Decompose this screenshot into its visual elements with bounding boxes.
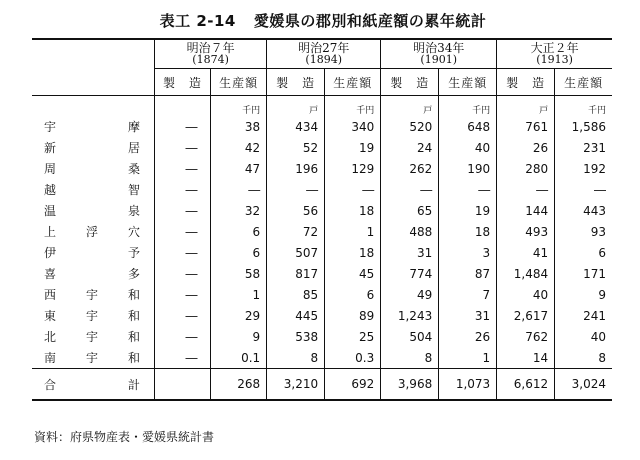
value-cell: 45 — [325, 263, 381, 284]
value-cell: ― — [155, 221, 211, 242]
total-row — [32, 369, 612, 401]
value-cell: 8 — [267, 347, 325, 369]
district-name-char: 和 — [127, 351, 140, 365]
value-cell: 1 — [439, 347, 497, 369]
value-cell: 56 — [267, 200, 325, 221]
value-cell: 93 — [555, 221, 612, 242]
value-cell: 762 — [497, 326, 555, 347]
value-cell: 26 — [439, 326, 497, 347]
district-name-char: 和 — [127, 288, 140, 302]
value-cell: 3,968 — [381, 369, 439, 401]
district-name-char: 桑 — [127, 162, 140, 176]
value-cell: 18 — [325, 200, 381, 221]
value-cell: 72 — [267, 221, 325, 242]
value-cell: ― — [155, 158, 211, 179]
district-name-text — [44, 118, 140, 135]
district-name — [32, 242, 155, 263]
district-name-text — [44, 244, 140, 261]
value-cell: 18 — [325, 242, 381, 263]
value-cell: 41 — [497, 242, 555, 263]
unit-cell: 千円 — [555, 96, 612, 117]
district-name-char: 泉 — [127, 204, 140, 218]
value-cell: 340 — [325, 116, 381, 137]
unit-row — [32, 96, 612, 117]
value-cell: 231 — [555, 137, 612, 158]
table-row — [32, 242, 612, 263]
table-row — [32, 263, 612, 284]
value-cell: ― — [381, 179, 439, 200]
era-year: (1901) — [420, 53, 457, 66]
value-cell: 8 — [555, 347, 612, 369]
value-cell: 6 — [211, 221, 267, 242]
sub-header-value: 生産額 — [555, 69, 612, 96]
sub-header-maker: 製 造 — [381, 69, 439, 96]
value-cell: ― — [155, 326, 211, 347]
value-cell: 1 — [211, 284, 267, 305]
value-cell: 3 — [439, 242, 497, 263]
unit-cell: 戸 — [267, 96, 325, 117]
value-cell: 58 — [211, 263, 267, 284]
table-row — [32, 326, 612, 347]
district-name — [32, 179, 155, 200]
value-cell: ― — [155, 137, 211, 158]
district-name — [32, 347, 155, 369]
value-cell: ― — [155, 284, 211, 305]
district-name-char: 伊 — [44, 246, 57, 260]
district-name-char: 越 — [44, 183, 57, 197]
district-name — [32, 284, 155, 305]
district-name-char: 宇 — [85, 351, 98, 365]
table-row — [32, 305, 612, 326]
district-name-text — [44, 223, 140, 240]
value-cell: 171 — [555, 263, 612, 284]
value-cell: 190 — [439, 158, 497, 179]
district-name — [32, 369, 155, 401]
value-cell — [155, 369, 211, 401]
era-header-1894 — [267, 39, 381, 69]
value-cell: 445 — [267, 305, 325, 326]
value-cell: ― — [325, 179, 381, 200]
district-name-char: 多 — [127, 267, 140, 281]
district-name-char: 周 — [44, 162, 57, 176]
era-name: 明治34年 — [413, 41, 465, 55]
value-cell: 817 — [267, 263, 325, 284]
value-cell: 6 — [211, 242, 267, 263]
value-cell: 1 — [325, 221, 381, 242]
value-cell: 648 — [439, 116, 497, 137]
era-header-1874 — [155, 39, 267, 69]
value-cell: 443 — [555, 200, 612, 221]
era-year: (1913) — [536, 53, 573, 66]
table-row — [32, 347, 612, 369]
table-body — [32, 96, 612, 401]
unit-corner — [32, 96, 155, 117]
era-header-1901 — [381, 39, 497, 69]
value-cell: 40 — [497, 284, 555, 305]
district-name-char: 居 — [127, 141, 140, 155]
unit-cell: 戸 — [381, 96, 439, 117]
district-name-text — [44, 286, 140, 303]
value-cell: 493 — [497, 221, 555, 242]
value-cell: ― — [155, 242, 211, 263]
value-cell: 38 — [211, 116, 267, 137]
value-cell: 241 — [555, 305, 612, 326]
value-cell: 14 — [497, 347, 555, 369]
value-cell: 7 — [439, 284, 497, 305]
district-name — [32, 116, 155, 137]
value-cell: 196 — [267, 158, 325, 179]
district-name-text — [44, 307, 140, 324]
value-cell: ― — [155, 263, 211, 284]
value-cell: ― — [555, 179, 612, 200]
district-name-text — [44, 265, 140, 282]
value-cell: 0.3 — [325, 347, 381, 369]
value-cell: 280 — [497, 158, 555, 179]
value-cell: 1,243 — [381, 305, 439, 326]
district-name-char: 穴 — [127, 225, 140, 239]
value-cell: 6 — [325, 284, 381, 305]
value-cell: ― — [155, 347, 211, 369]
era-year: (1874) — [192, 53, 229, 66]
value-cell: 19 — [439, 200, 497, 221]
value-cell: 504 — [381, 326, 439, 347]
value-cell: 774 — [381, 263, 439, 284]
unit-cell: 千円 — [439, 96, 497, 117]
value-cell: 6,612 — [497, 369, 555, 401]
value-cell: ― — [211, 179, 267, 200]
sub-header-maker: 製 造 — [155, 69, 211, 96]
district-name-char: 宇 — [85, 330, 98, 344]
value-cell: 192 — [555, 158, 612, 179]
value-cell: 1,484 — [497, 263, 555, 284]
district-name-char: 温 — [44, 204, 57, 218]
sub-header-value: 生産額 — [439, 69, 497, 96]
value-cell: 1,073 — [439, 369, 497, 401]
value-cell: 25 — [325, 326, 381, 347]
value-cell: 761 — [497, 116, 555, 137]
value-cell: 40 — [439, 137, 497, 158]
value-cell: 87 — [439, 263, 497, 284]
district-name-char: 合 — [44, 377, 57, 392]
corner-cell — [32, 39, 155, 96]
table-title-text: 愛媛県の郡別和紙産額の累年統計 — [253, 12, 487, 30]
value-cell: 1,586 — [555, 116, 612, 137]
value-cell: 538 — [267, 326, 325, 347]
district-name-text — [44, 160, 140, 177]
value-cell: 3,210 — [267, 369, 325, 401]
district-name-char: 浮 — [85, 225, 98, 239]
district-name — [32, 305, 155, 326]
district-name-char: 喜 — [44, 267, 57, 281]
district-name-char: 和 — [127, 309, 140, 323]
value-cell: ― — [267, 179, 325, 200]
value-cell: 24 — [381, 137, 439, 158]
era-name: 大正２年 — [530, 41, 579, 55]
district-name-text — [44, 328, 140, 345]
sub-header-value: 生産額 — [211, 69, 267, 96]
value-cell: ― — [439, 179, 497, 200]
value-cell: 47 — [211, 158, 267, 179]
district-name — [32, 263, 155, 284]
value-cell: 129 — [325, 158, 381, 179]
value-cell: 31 — [439, 305, 497, 326]
table-title — [0, 10, 640, 31]
district-name-char: 北 — [44, 330, 57, 344]
unit-cell — [155, 96, 211, 117]
sub-header-value: 生産額 — [325, 69, 381, 96]
value-cell: 268 — [211, 369, 267, 401]
value-cell: 29 — [211, 305, 267, 326]
table-number: 表工 2-14 — [159, 12, 236, 30]
district-name — [32, 158, 155, 179]
era-header-1913 — [497, 39, 612, 69]
table-row — [32, 179, 612, 200]
value-cell: 52 — [267, 137, 325, 158]
value-cell: 9 — [555, 284, 612, 305]
value-cell: 144 — [497, 200, 555, 221]
table-row — [32, 284, 612, 305]
sub-header-maker: 製 造 — [497, 69, 555, 96]
era-header-row — [32, 39, 612, 69]
district-name-text — [44, 139, 140, 156]
value-cell: 65 — [381, 200, 439, 221]
unit-cell: 戸 — [497, 96, 555, 117]
era-year: (1894) — [305, 53, 342, 66]
district-name-char: 新 — [44, 141, 57, 155]
value-cell: 6 — [555, 242, 612, 263]
value-cell: 262 — [381, 158, 439, 179]
district-name-char: 宇 — [85, 309, 98, 323]
district-name-char: 宇 — [44, 120, 57, 134]
district-name-char: 和 — [127, 330, 140, 344]
value-cell: 0.1 — [211, 347, 267, 369]
district-name-char: 西 — [44, 288, 57, 302]
district-name-char: 智 — [127, 183, 140, 197]
value-cell: 9 — [211, 326, 267, 347]
district-name-char: 予 — [127, 246, 140, 260]
value-cell: 31 — [381, 242, 439, 263]
value-cell: 8 — [381, 347, 439, 369]
district-name-text — [44, 376, 140, 393]
district-name-text — [44, 181, 140, 198]
district-name-char: 計 — [127, 377, 140, 392]
district-name — [32, 326, 155, 347]
value-cell: ― — [497, 179, 555, 200]
district-name-text — [44, 202, 140, 219]
value-cell: 26 — [497, 137, 555, 158]
era-name: 明治27年 — [298, 41, 350, 55]
value-cell: ― — [155, 179, 211, 200]
district-name — [32, 200, 155, 221]
value-cell: 19 — [325, 137, 381, 158]
district-name — [32, 137, 155, 158]
value-cell: 692 — [325, 369, 381, 401]
production-table — [32, 38, 612, 401]
district-name-char: 南 — [44, 351, 57, 365]
value-cell: 520 — [381, 116, 439, 137]
value-cell: ― — [155, 305, 211, 326]
era-name: 明治７年 — [186, 41, 235, 55]
value-cell: 42 — [211, 137, 267, 158]
value-cell: ― — [155, 116, 211, 137]
table-row — [32, 158, 612, 179]
value-cell: 49 — [381, 284, 439, 305]
table-row — [32, 200, 612, 221]
table-row — [32, 221, 612, 242]
district-name-char: 摩 — [127, 120, 140, 134]
value-cell: 2,617 — [497, 305, 555, 326]
table-row — [32, 137, 612, 158]
value-cell: 3,024 — [555, 369, 612, 401]
value-cell: 18 — [439, 221, 497, 242]
value-cell: 85 — [267, 284, 325, 305]
sub-header-maker: 製 造 — [267, 69, 325, 96]
district-name-text — [44, 349, 140, 366]
unit-cell: 千円 — [211, 96, 267, 117]
value-cell: 507 — [267, 242, 325, 263]
value-cell: ― — [155, 200, 211, 221]
unit-cell: 千円 — [325, 96, 381, 117]
value-cell: 89 — [325, 305, 381, 326]
district-name — [32, 221, 155, 242]
value-cell: 434 — [267, 116, 325, 137]
source-note: 資料：府県物産表・愛媛県統計書 — [34, 430, 215, 444]
district-name-char: 東 — [44, 309, 57, 323]
table-row — [32, 116, 612, 137]
district-name-char: 上 — [44, 225, 57, 239]
value-cell: 32 — [211, 200, 267, 221]
value-cell: 40 — [555, 326, 612, 347]
district-name-char: 宇 — [85, 288, 98, 302]
value-cell: 488 — [381, 221, 439, 242]
